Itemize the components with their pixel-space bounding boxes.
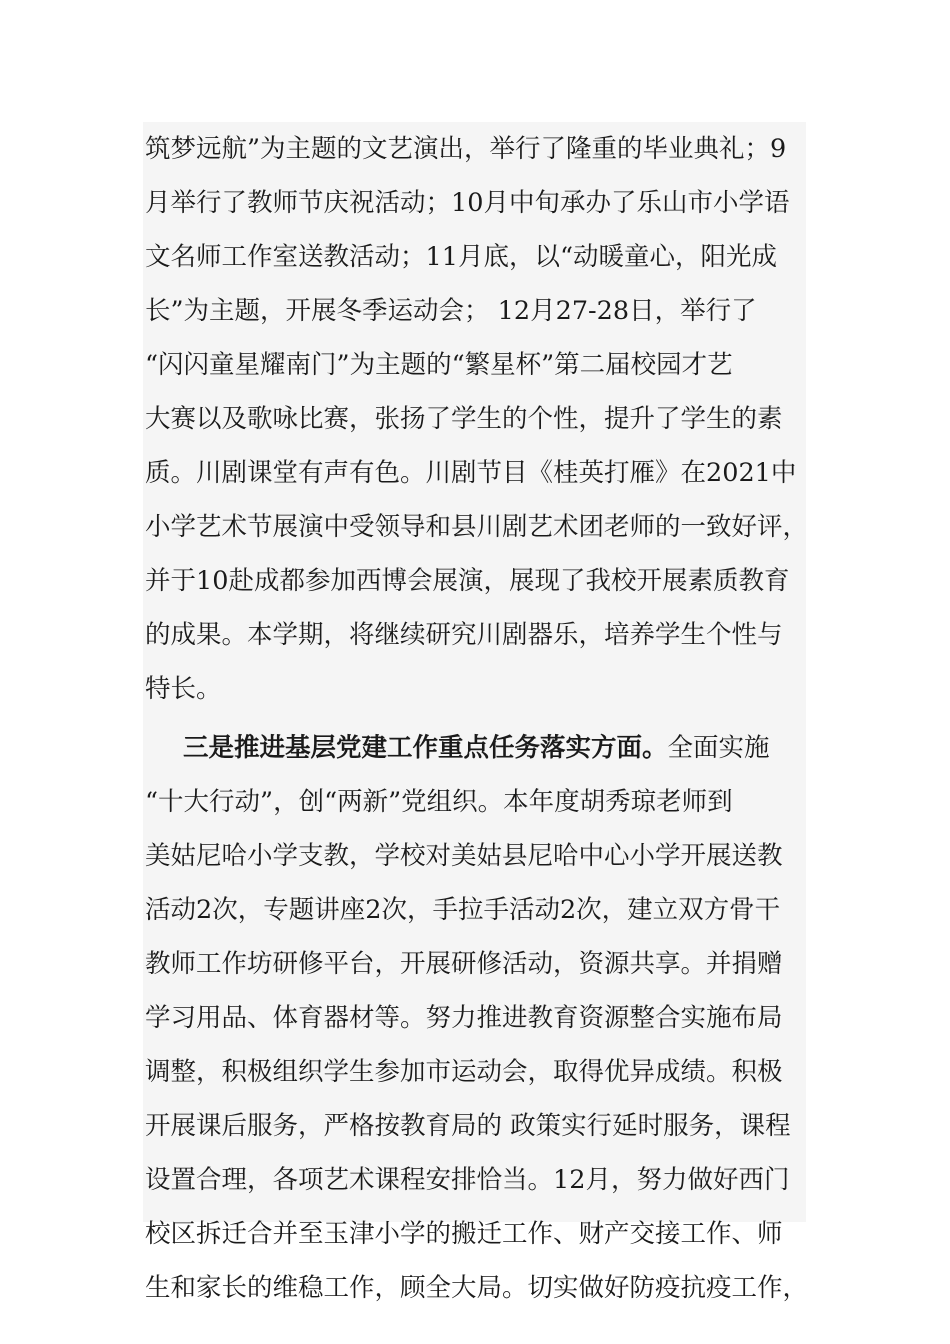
text-line: 小学艺术节展演中受领导和县川剧艺术团老师的一致好评，	[145, 512, 809, 542]
text-line: 质。川剧课堂有声有色。川剧节目《桂英打雁》在2021中	[145, 458, 797, 488]
paragraph-heading: 三是推进基层党建工作重点任务落实方面。	[183, 733, 668, 763]
text-line: 设置合理，各项艺术课程安排恰当。12月，努力做好西门	[145, 1165, 790, 1195]
text-line: 开展课后服务，严格按教育局的 政策实行延时服务，课程	[145, 1111, 791, 1141]
text-line: “闪闪童星耀南门”为主题的“繁星杯”第二届校园才艺	[145, 350, 733, 380]
text-line: 校区拆迁合并至玉津小学的搬迁工作、财产交接工作、师	[145, 1219, 783, 1249]
text-line: “十大行动”，创“两新”党组织。本年度胡秀琼老师到	[145, 787, 733, 817]
text-line: 学习用品、体育器材等。努力推进教育资源整合实施布局	[145, 1003, 783, 1033]
text-line: 月举行了教师节庆祝活动；10月中旬承办了乐山市小学语	[145, 188, 790, 218]
text-line: 的成果。本学期，将继续研究川剧器乐，培养学生个性与	[145, 620, 783, 650]
text-line: 生和家长的维稳工作，顾全大局。切实做好防疫抗疫工作，	[145, 1273, 809, 1303]
paragraph-heading-line	[183, 721, 770, 775]
paragraph-heading-rest: 全面实施	[667, 733, 770, 763]
text-line: 特长。	[145, 674, 222, 704]
text-line: 长”为主题，开展冬季运动会； 12月27-28日，举行了	[145, 296, 757, 326]
text-line: 调整，积极组织学生参加市运动会，取得优异成绩。积极	[145, 1057, 783, 1087]
text-line: 教师工作坊研修平台，开展研修活动，资源共享。并捐赠	[145, 949, 783, 979]
text-line: 筑梦远航”为主题的文艺演出，举行了隆重的毕业典礼；9	[145, 134, 787, 164]
text-line: 活动2次，专题讲座2次，手拉手活动2次，建立双方骨干	[145, 895, 781, 925]
text-line: 美姑尼哈小学支教，学校对美姑县尼哈中心小学开展送教	[145, 841, 783, 871]
text-line: 并于10赴成都参加西博会展演，展现了我校开展素质教育	[145, 566, 790, 596]
text-line: 文名师工作室送教活动；11月底，以“动暖童心，阳光成	[145, 242, 777, 272]
document-body	[143, 122, 809, 1303]
text-line: 大赛以及歌咏比赛，张扬了学生的个性，提升了学生的素	[145, 404, 783, 434]
